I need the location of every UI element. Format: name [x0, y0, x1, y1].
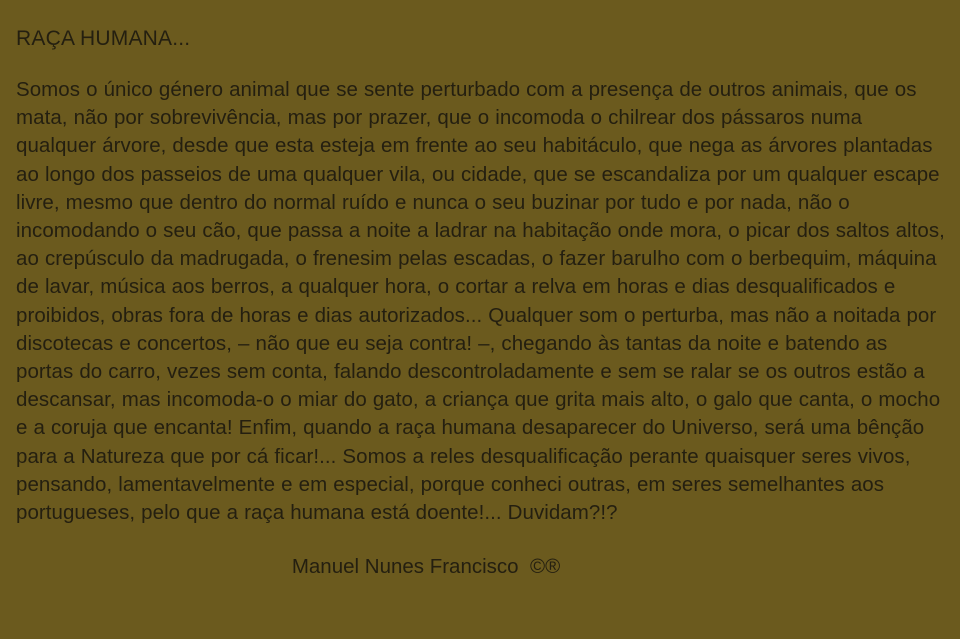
- document-body-text: Somos o único género animal que se sente perturbado com a presença de outros animais, que os mata, não por sobrevivência, mas por prazer, que o incomoda o chilrear dos pássaros numa qualquer árvore, desde que esta esteja em frente ao seu habitáculo, que nega as árvores plantadas ao longo dos passeios de uma qualquer vila, ou cidade, que se escandaliza por um qualquer escape livre, mesmo que dentro do normal ruído e nunca o seu buzinar por tudo e por nada, não o incomodando o seu cão, que passa a noite a ladrar na habitação onde mora, o picar dos saltos altos, ao crepúsculo da madrugada, o frenesim pelas escadas, o fazer barulho com o berbequim, máquina de lavar, música aos berros, a qualquer hora, o cortar a relva em horas e dias desqualificados e proibidos, obras fora de horas e dias autorizados... Qualquer som o perturba, mas não a noitada por discotecas e concertos, – não que eu seja contra! –, chegando às tantas da noite e batendo as portas do carro, vezes sem conta, falando descontroladamente e sem se ralar se os outros estão a descansar, mas incomoda-o o miar do gato, a criança que grita mais alto, o galo que canta, o mocho e a coruja que encanta! Enfim, quando a raça humana desaparecer do Universo, será uma bênção para a Natureza que por cá ficar!... Somos a reles desqualificação perante quaisquer seres vivos, pensando, lamentavelmente e em especial, porque conheci outras, em seres semelhantes aos portugueses, pelo que a raça humana está doente!... Duvidam?!?: [16, 78, 951, 525]
- author-signature: Manuel Nunes Francisco ©®: [291, 555, 561, 579]
- signature-row: [14, 553, 946, 581]
- document-title: RAÇA HUMANA...: [16, 27, 191, 50]
